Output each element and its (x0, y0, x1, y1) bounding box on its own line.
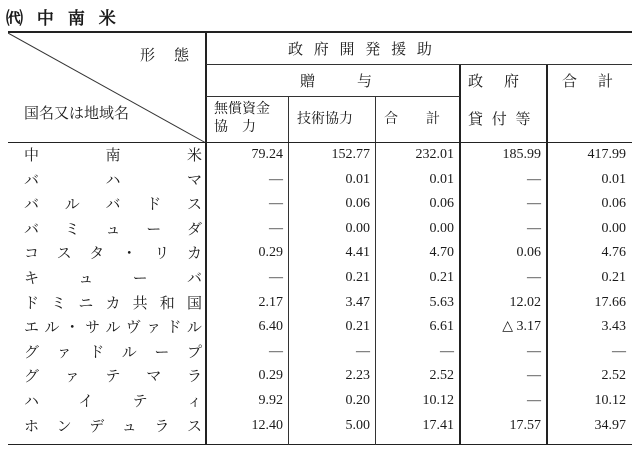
country-name: コ ス タ ・ リ カ (24, 244, 202, 263)
grant-aid-header-l1: 無償資金 (214, 101, 270, 117)
country-name: ハ イ テ ィ (24, 392, 202, 410)
cell-grant-aid: 0.29 (258, 245, 283, 261)
corner-top-label: 形 態 (140, 46, 192, 64)
cell-grant-total: 4.70 (429, 245, 454, 261)
cell-loans: — (527, 368, 541, 384)
cell-tech-coop: 0.06 (345, 196, 370, 212)
cell-loans: 0.06 (516, 245, 541, 261)
country-name: グ ァ テ マ ラ (24, 367, 202, 386)
cell-grant-aid: 6.40 (258, 319, 283, 335)
section-title: ㈹ 中 南 米 (6, 9, 120, 29)
cell-grant-aid: — (269, 220, 283, 236)
cell-tech-coop: 3.47 (345, 294, 370, 310)
header-bottom-rule (8, 142, 632, 143)
country-name: バ ル バ ド ス (24, 195, 202, 214)
gov-dev-aid-header: 政 府 開 発 援 助 (288, 40, 435, 58)
cell-total: 0.06 (601, 196, 626, 212)
country-name: バ ミ ュ ー ダ (24, 219, 202, 238)
cell-grant-total: 0.01 (429, 171, 454, 187)
country-name: 中 南 米 (24, 146, 202, 164)
gov-loans-header-top: 政 府 (468, 72, 523, 90)
cell-tech-coop: 0.21 (345, 319, 370, 335)
cell-tech-coop: — (356, 343, 370, 359)
grant-aid-header-l2: 協 力 (214, 119, 256, 135)
cell-grant-aid: — (269, 343, 283, 359)
cell-grant-aid: — (269, 171, 283, 187)
cell-tech-coop: 0.00 (345, 220, 370, 236)
cell-total: 34.97 (594, 417, 626, 433)
cell-tech-coop: 4.41 (345, 245, 370, 261)
country-name: エ ル ・ サ ル ヴ ァ ド ル (24, 318, 202, 337)
cell-grant-aid: — (269, 270, 283, 285)
cell-total: 17.66 (594, 294, 626, 310)
cell-grant-aid: 2.17 (258, 294, 283, 310)
cell-grant-aid: — (269, 196, 283, 212)
cell-total: 10.12 (594, 393, 626, 408)
cell-grant-total: 0.06 (429, 196, 454, 212)
cell-grant-aid: 79.24 (251, 147, 283, 162)
gov-loans-header-bottom: 貸 付 等 (468, 110, 533, 128)
cell-grant-total: 0.21 (429, 270, 454, 285)
cell-loans: — (527, 220, 541, 236)
cell-tech-coop: 2.23 (345, 368, 370, 384)
cell-loans: 12.02 (509, 294, 541, 310)
tech-coop-header: 技術協力 (297, 111, 353, 127)
header-rule-2 (206, 96, 460, 97)
cell-total: 4.76 (601, 245, 626, 261)
cell-grant-total: 5.63 (429, 294, 454, 310)
cell-loans: 185.99 (502, 147, 541, 162)
cell-grant-total: 6.61 (429, 319, 454, 335)
cell-loans: — (527, 196, 541, 212)
total-header: 合 計 (562, 72, 617, 90)
cell-grant-total: 232.01 (415, 147, 454, 162)
cell-tech-coop: 152.77 (331, 147, 370, 162)
cell-grant-total: 10.12 (422, 393, 454, 408)
cell-total: 0.00 (601, 220, 626, 236)
country-name: ド ミ ニ カ 共 和 国 (24, 293, 202, 312)
cell-total: 417.99 (587, 147, 626, 162)
cell-grant-total: 0.00 (429, 220, 454, 236)
cell-loans: — (527, 171, 541, 187)
cell-loans: △ 3.17 (502, 319, 541, 335)
col-divider-grant-tech (288, 96, 289, 445)
grant-total-header: 合 計 (384, 111, 440, 127)
cell-loans: — (527, 343, 541, 359)
cell-tech-coop: 0.21 (345, 270, 370, 285)
cell-grant-total: — (440, 343, 454, 359)
cell-grant-aid: 0.29 (258, 368, 283, 384)
cell-loans: 17.57 (509, 417, 541, 433)
cell-total: 3.43 (601, 319, 626, 335)
cell-grant-total: 17.41 (422, 417, 454, 433)
cell-tech-coop: 0.20 (345, 393, 370, 408)
cell-total: 0.01 (601, 171, 626, 187)
cell-total: 0.21 (601, 270, 626, 285)
cell-grant-aid: 9.92 (258, 393, 283, 408)
cell-grant-total: 2.52 (429, 368, 454, 384)
cell-tech-coop: 0.01 (345, 171, 370, 187)
cell-total: 2.52 (601, 368, 626, 384)
country-name: キ ュ ー バ (24, 269, 202, 287)
cell-grant-aid: 12.40 (251, 417, 283, 433)
country-name: ホ ン デ ュ ラ ス (24, 416, 202, 435)
header-rule-1 (206, 64, 632, 65)
country-name: グ ァ ド ル ー プ (24, 342, 202, 361)
cell-loans: — (527, 393, 541, 408)
cell-total: — (612, 343, 626, 359)
cell-loans: — (527, 270, 541, 285)
cell-tech-coop: 5.00 (345, 417, 370, 433)
country-name: バ ハ マ (24, 170, 202, 189)
corner-bottom-label: 国名又は地域名 (24, 104, 130, 122)
grant-header: 贈 与 (300, 72, 377, 90)
